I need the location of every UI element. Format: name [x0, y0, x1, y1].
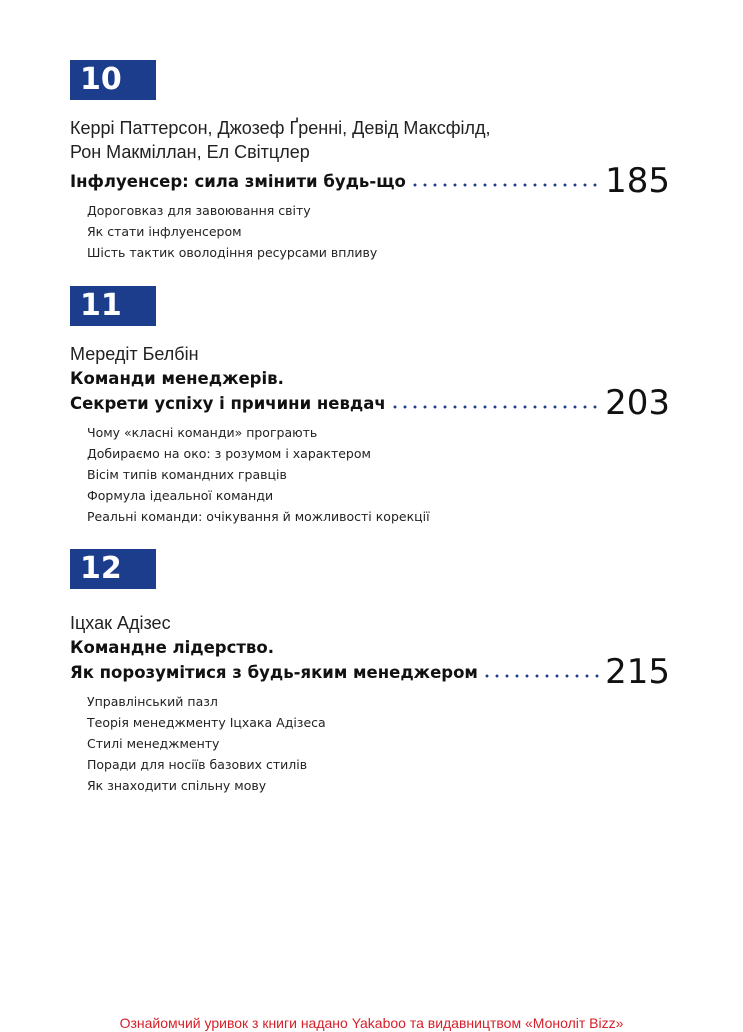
- title-line: Командне лідерство.: [70, 638, 274, 657]
- chapter-item: Формула ідеальної команди: [87, 488, 274, 503]
- book-title: [70, 366, 386, 416]
- chapter-item: Теорія менеджменту Іцхака Адізеса: [87, 715, 326, 730]
- authors-line: Рон Макміллан, Ел Світцлер: [70, 142, 310, 162]
- title-line: Як порозумітися з будь-яким менеджером: [70, 663, 478, 682]
- footer-note: Ознайомчий уривок з книги надано Yakaboo та видавництвом «Моноліт Bizz»: [119, 1015, 624, 1031]
- chapter-item: Дороговказ для завоювання світу: [87, 203, 311, 218]
- book-title: [70, 635, 478, 685]
- toc-entry[interactable]: [70, 161, 670, 201]
- toc-entry[interactable]: [70, 366, 670, 423]
- authors: [70, 342, 670, 366]
- chapter-item: Реальні команди: очікування й можливості корекції: [87, 509, 430, 524]
- dot-leader: [410, 181, 599, 189]
- chapter-list: [87, 691, 670, 796]
- chapter-number-badge: 11: [70, 286, 156, 326]
- chapter-item: Шість тактик оволодіння ресурсами впливу: [87, 245, 378, 260]
- toc-entry[interactable]: [70, 635, 670, 692]
- chapter-item: Поради для носіїв базових стилів: [87, 757, 308, 772]
- chapter-item: Як знаходити спільну мову: [87, 778, 267, 793]
- authors-line: Іцхак Адізес: [70, 613, 171, 633]
- chapter-number-badge: 12: [70, 549, 156, 589]
- title-line: Секрети успіху і причини невдач: [70, 394, 386, 413]
- title-line: Інфлуенсер: сила змінити будь-що: [70, 172, 406, 191]
- chapter-item: Стилі менеджменту: [87, 736, 220, 751]
- chapter-number-badge: 10: [70, 60, 156, 100]
- toc-section-11: [70, 286, 670, 527]
- dot-leader: [390, 403, 599, 411]
- chapter-item: Як стати інфлуенсером: [87, 224, 242, 239]
- chapter-item: Добираємо на око: з розумом і характером: [87, 446, 371, 461]
- authors-line: Мередіт Белбін: [70, 344, 199, 364]
- authors: [70, 611, 670, 635]
- title-line: Команди менеджерів.: [70, 369, 284, 388]
- authors-line: Керрі Паттерсон, Джозеф Ґренні, Девід Максфілд,: [70, 118, 491, 138]
- dot-leader: [482, 672, 599, 680]
- page-number: 203: [605, 383, 670, 423]
- book-title: [70, 169, 406, 194]
- chapter-list: [87, 200, 670, 263]
- authors: [70, 116, 670, 164]
- chapter-item: Управлінський пазл: [87, 694, 218, 709]
- page-number: 215: [605, 652, 670, 692]
- toc-section-12: [70, 549, 670, 796]
- chapter-item: Вісім типів командних гравців: [87, 467, 287, 482]
- toc-section-10: [70, 60, 670, 263]
- chapter-list: [87, 422, 670, 527]
- chapter-item: Чому «класні команди» програють: [87, 425, 318, 440]
- page-number: 185: [605, 161, 670, 201]
